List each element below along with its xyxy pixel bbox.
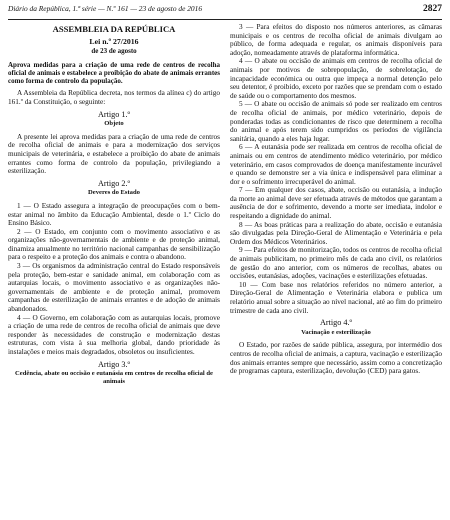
article-2-paragraph-2: 2 — O Estado, em conjunto com o movimento associativo e as organizações não-governamentais de ambiente e de proteção animal, dinamiza anualmente no território nacional campanhas de sensibilização para o respeito e a proteção dos animais e contra o abandono.: [8, 227, 220, 262]
article-2-paragraph-3: 3 — Os organismos da administração central do Estado responsáveis pela proteção, bem-estar e sanidade animal, em colaboração com as autarquias locais, o movimento associativo e as organizações não-governamentais de ambiente e de proteção animal, promovem campanhas de esterilização de animais errantes e de adoção de animais abandonados.: [8, 262, 220, 314]
issuer-heading: ASSEMBLEIA DA REPÚBLICA: [52, 24, 176, 34]
article-3-paragraph-4: 4 — O abate ou occisão de animais em centros de recolha oficial de animais por motivos de sobrepopulação, de sobrelotação, de incapacidade económica ou outra que impeça a normal detenção pelo seu detentor, é proibido, exceto por razões que se prendam com o estado de saúde ou o comportamento dos mesmos.: [230, 57, 442, 100]
two-column-body: [8, 23, 442, 385]
article-4-number: Artigo 4.º: [319, 318, 353, 328]
article-3-paragraph-10: 10 — Com base nos relatórios referidos no número anterior, a Direção-Geral de Alimentação e Veterinária elabora e publica um relatório anual sobre a situação ao nível nacional, até ao fim do primeiro trimestre de cada ano civil.: [230, 280, 442, 315]
header-rule: [8, 19, 442, 20]
article-3-paragraph-6: 6 — A eutanásia pode ser realizada em centros de recolha oficial de animais ou em centros de atendimento médico veterinário, por médico veterinário, em casos comprovados de doença manifestamente incurável e quando se demonstre ser a via única e indispensável para eliminar a dor e o sofrimento irrecuperável do animal.: [230, 143, 442, 186]
article-3-paragraph-9: 9 — Para efeitos de monitorização, todos os centros de recolha oficial de animais publicitam, no primeiro mês de cada ano civil, os relatórios de gestão do ano anterior, com os números de recolhas, abates ou occisões, eutanásias, adoções, vacinações e esterilizações efetuadas.: [230, 246, 442, 281]
page-number: 2827: [423, 4, 442, 14]
article-2-paragraph-4: 4 — O Governo, em colaboração com as autarquias locais, promove a criação de uma rede de centros de recolha oficial de animais que deve responder às necessidades de construção e modernização destas estruturas, com vista à sua melhoria global, dando prioridade às instalações e meios mais degradados, obsoletos ou insuficientes.: [8, 313, 220, 357]
article-4-heading: Vacinação e esterilização: [301, 328, 371, 336]
law-title: Lei n.º 27/2016: [89, 36, 139, 46]
law-summary: Aprova medidas para a criação de uma rede de centros de recolha oficial de animais e estabelece a proibição do abate de animais errantes como forma de controlo da população.: [8, 60, 220, 86]
right-column: [230, 23, 442, 385]
page-header: [8, 4, 442, 18]
article-4-text: O Estado, por razões de saúde pública, assegura, por intermédio dos centros de recolha oficial de animais, a captura, vacinação e esterilização dos animais errantes sempre que necessário, assim como a concretização de programas captura, esterilização, devolução (CED) para gatos.: [230, 341, 442, 376]
article-3-paragraph-3: 3 — Para efeitos do disposto nos números anteriores, as câmaras municipais e os centros de recolha oficial de animais divulgam ao público, de forma adequada e regular, os animais disponíveis para adoção, nomeadamente através de plataforma informática.: [230, 23, 442, 57]
journal-reference: Diário da República, 1.ª série — N.º 161 — 23 de agosto de 2016: [8, 4, 203, 13]
article-3-paragraph-7: 7 — Em qualquer dos casos, abate, occisão ou eutanásia, a indução da morte ao animal deve ser efetuada através de métodos que garantam a ausência de dor e sofrimento, devendo a morte ser imediata, indolor e respeitando a dignidade do animal.: [230, 186, 442, 221]
article-2-paragraph-1: 1 — O Estado assegura a integração de preocupações com o bem-estar animal no âmbito da Educação Ambiental, desde o 1.º Ciclo do Ensino Básico.: [8, 201, 220, 228]
article-2-heading: Deveres do Estado: [88, 189, 140, 197]
preamble: A Assembleia da República decreta, nos termos da alínea c) do artigo 161.º da Constituição, o seguinte:: [8, 89, 220, 106]
article-2-number: Artigo 2.º: [97, 178, 131, 188]
article-3-paragraph-8: 8 — As boas práticas para a realização do abate, occisão e eutanásia são divulgadas pela Direção-Geral de Alimentação e Veterinária e pela Ordem dos Médicos Veterinários.: [230, 220, 442, 246]
article-3-paragraph-5: 5 — O abate ou occisão de animais só pode ser realizado em centros de recolha oficial de animais, por médico veterinário, depois de ponderadas todas as condicionantes de risco que determinem a recolha do animal e após terem sido cumpridos os períodos de vigilância sanitária, quando a eles haja lugar.: [230, 100, 442, 143]
article-1-number: Artigo 1.º: [97, 109, 131, 119]
article-1-text: A presente lei aprova medidas para a criação de uma rede de centros de recolha oficial de animais e para a modernização dos serviços municipais de veterinária, e estabelece a proibição do abate de animais errantes como forma de controlo da população, privilegiando a esterilização.: [8, 132, 220, 176]
article-3-number: Artigo 3.º: [97, 359, 131, 369]
left-column: [8, 23, 220, 385]
law-date: de 23 de agosto: [91, 47, 137, 56]
article-1-heading: Objeto: [104, 120, 124, 128]
article-3-heading: Cedência, abate ou occisão e eutanásia em centros de recolha oficial de animais: [15, 370, 213, 385]
